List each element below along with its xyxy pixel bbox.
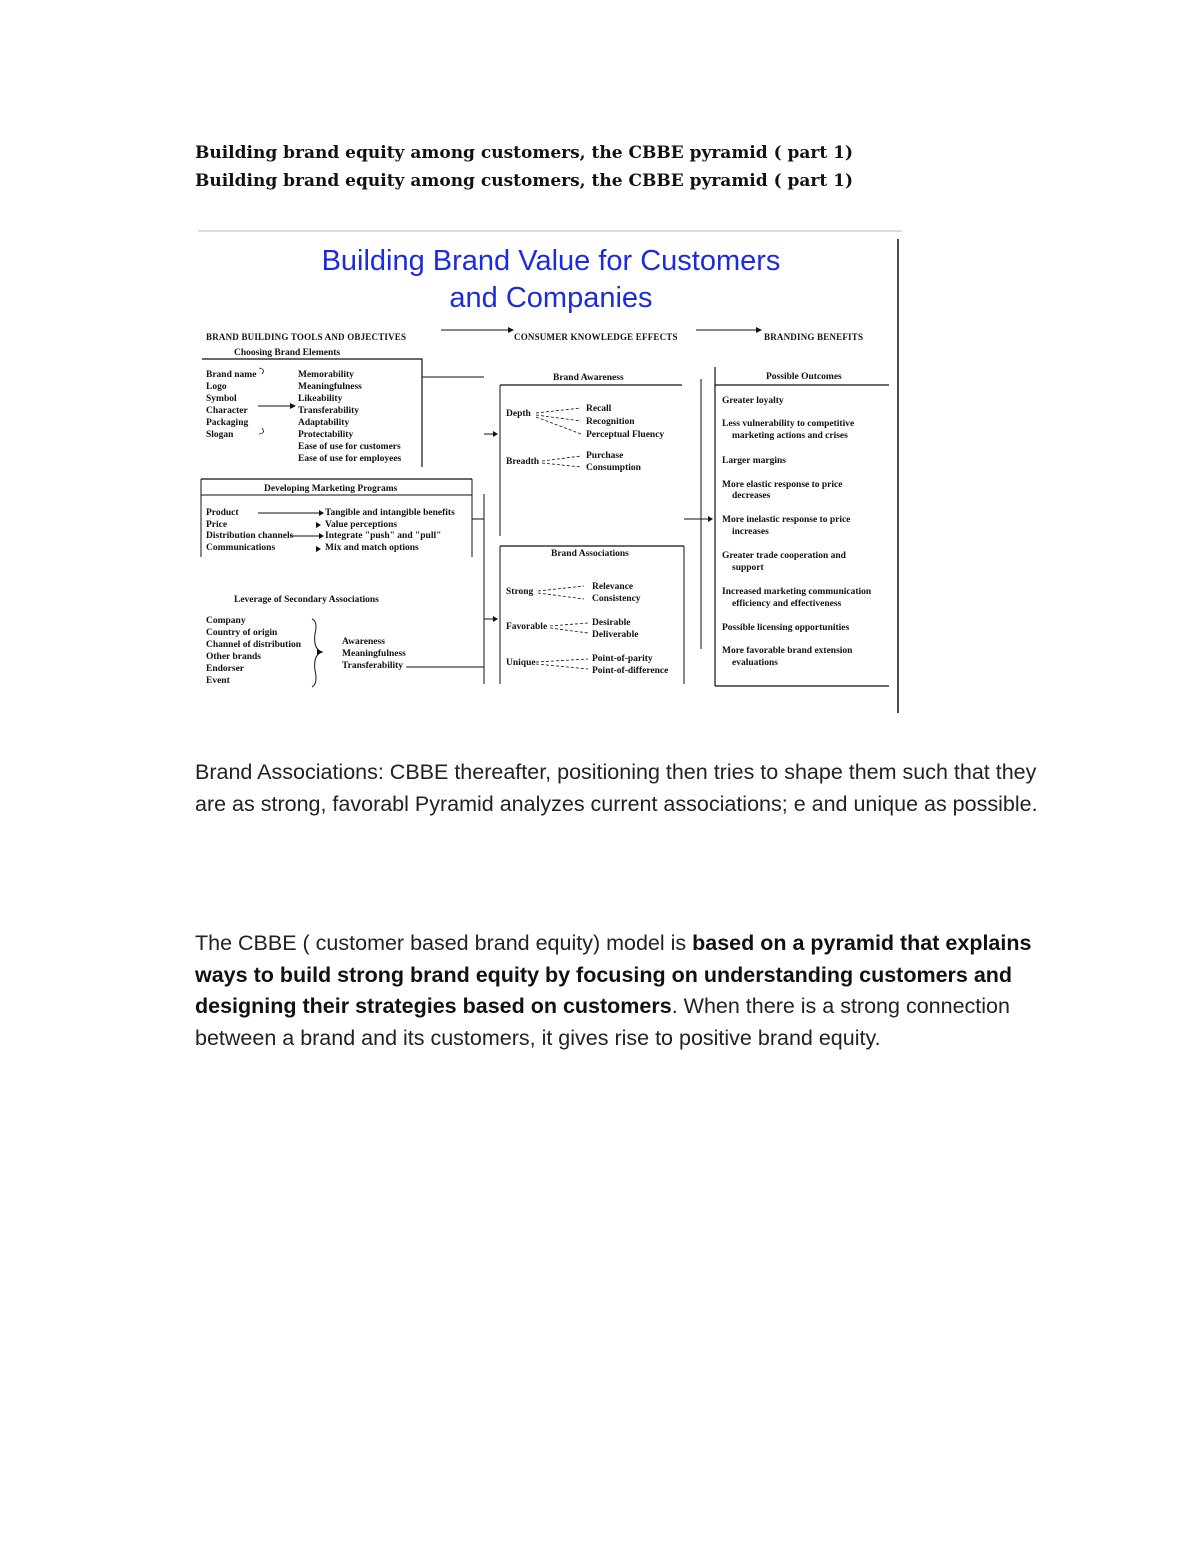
outcome-item-cont: decreases [732,491,771,501]
associations-favorable-item: Deliverable [592,630,639,640]
marketing-result: Tangible and intangible benefits [325,508,455,518]
brand-value-figure [196,229,904,715]
outcome-item: More elastic response to price [722,480,843,490]
outcome-item-cont: efficiency and effectiveness [732,599,842,609]
secondary-item: Other brands [206,652,261,662]
marketing-item: Product [206,508,239,518]
secondary-item: Company [206,616,246,626]
document-heading-1: Building brand equity among customers, the CBBE pyramid ( part 1) [195,143,854,163]
outcome-item: Increased marketing communication [722,587,872,597]
secondary-item: Channel of distribution [206,640,302,650]
awareness-depth-item: Recognition [586,417,635,427]
awareness-depth-item: Recall [586,404,612,414]
choosing-brand-elements-title: Choosing Brand Elements [234,348,341,358]
brand-criteria-item: Ease of use for employees [298,454,402,464]
outcome-item: Larger margins [722,456,786,466]
marketing-result: Mix and match options [325,543,419,553]
associations-strong-label: Strong [506,587,534,597]
brand-element-item: Character [206,406,248,416]
brand-criteria-item: Memorability [298,370,354,380]
secondary-item: Endorser [206,664,244,674]
column-header-tools: BRAND BUILDING TOOLS AND OBJECTIVES [206,332,407,342]
brand-criteria-item: Adaptability [298,418,350,428]
secondary-associations-title: Leverage of Secondary Associations [234,595,379,605]
outcome-item: More inelastic response to price [722,515,851,525]
cbbe-paragraph-emphasis: based on a pyramid that explains ways to build strong brand equity by focusing on understanding customers and designing their strategies based on customers [195,931,1032,1018]
brand-element-item: Slogan [206,430,234,440]
associations-unique-item: Point-of-difference [592,666,669,676]
figure-title-line-1: Building Brand Value for Customers [321,245,781,277]
outcome-item: More favorable brand extension [722,646,853,656]
column-header-knowledge: CONSUMER KNOWLEDGE EFFECTS [514,332,678,342]
document-heading-2: Building brand equity among customers, the CBBE pyramid ( part 1) [195,171,854,191]
outcome-item-cont: evaluations [732,658,778,668]
brand-element-item: Logo [206,382,227,392]
brand-criteria-item: Transferability [298,406,360,416]
awareness-depth-item: Perceptual Fluency [586,430,665,440]
associations-favorable-item: Desirable [592,618,631,628]
marketing-item: Communications [206,543,276,553]
brand-criteria-item: Ease of use for customers [298,442,401,452]
outcome-item: Greater loyalty [722,396,784,406]
brand-awareness-title: Brand Awareness [553,373,624,383]
outcome-item-cont: marketing actions and crises [732,431,848,441]
brand-criteria-item: Meaningfulness [298,382,362,392]
outcome-item: Greater trade cooperation and [722,551,846,561]
column-header-benefits: BRANDING BENEFITS [764,332,864,342]
brand-element-item: Symbol [206,394,237,404]
cbbe-model-paragraph [195,928,1055,1054]
brand-criteria-item: Likeability [298,394,343,404]
brand-element-item: Brand name [206,370,257,380]
marketing-programs-title: Developing Marketing Programs [264,484,398,494]
outcome-item: Possible licensing opportunities [722,623,850,633]
figure-title-line-2: and Companies [449,282,653,314]
secondary-item: Country of origin [206,628,278,638]
associations-strong-item: Consistency [592,594,641,604]
associations-strong-item: Relevance [592,582,634,592]
secondary-result: Transferability [342,661,404,671]
associations-favorable-label: Favorable [506,622,548,632]
outcome-item-cont: increases [732,527,769,537]
secondary-result: Meaningfulness [342,649,406,659]
associations-unique-label: Unique [506,658,536,668]
brand-criteria-item: Protectability [298,430,354,440]
awareness-breadth-item: Consumption [586,463,641,473]
marketing-result: Value perceptions [325,520,398,530]
cbbe-paragraph-end: . When there is a strong connection between a brand and its customers, it gives rise to positive brand equity. [195,994,1010,1050]
outcome-item-cont: support [732,563,764,573]
brand-associations-paragraph: Brand Associations: CBBE thereafter, positioning then tries to shape them such that they are as strong, favorabl Pyramid analyzes current associations; e and unique as possible. [195,760,1038,816]
awareness-depth-label: Depth [506,409,531,419]
marketing-result: Integrate "push" and "pull" [325,531,442,541]
possible-outcomes-title: Possible Outcomes [766,372,842,382]
brand-element-item: Packaging [206,418,249,428]
secondary-result: Awareness [342,637,385,647]
marketing-item: Distribution channels [206,531,294,541]
awareness-breadth-item: Purchase [586,451,624,461]
awareness-breadth-label: Breadth [506,457,540,467]
secondary-item: Event [206,676,230,686]
cbbe-paragraph-start: The CBBE ( customer based brand equity) model is [195,931,693,955]
marketing-item: Price [206,520,228,530]
associations-unique-item: Point-of-parity [592,654,653,664]
brand-associations-title: Brand Associations [551,549,629,559]
outcome-item: Less vulnerability to competitive [722,419,855,429]
